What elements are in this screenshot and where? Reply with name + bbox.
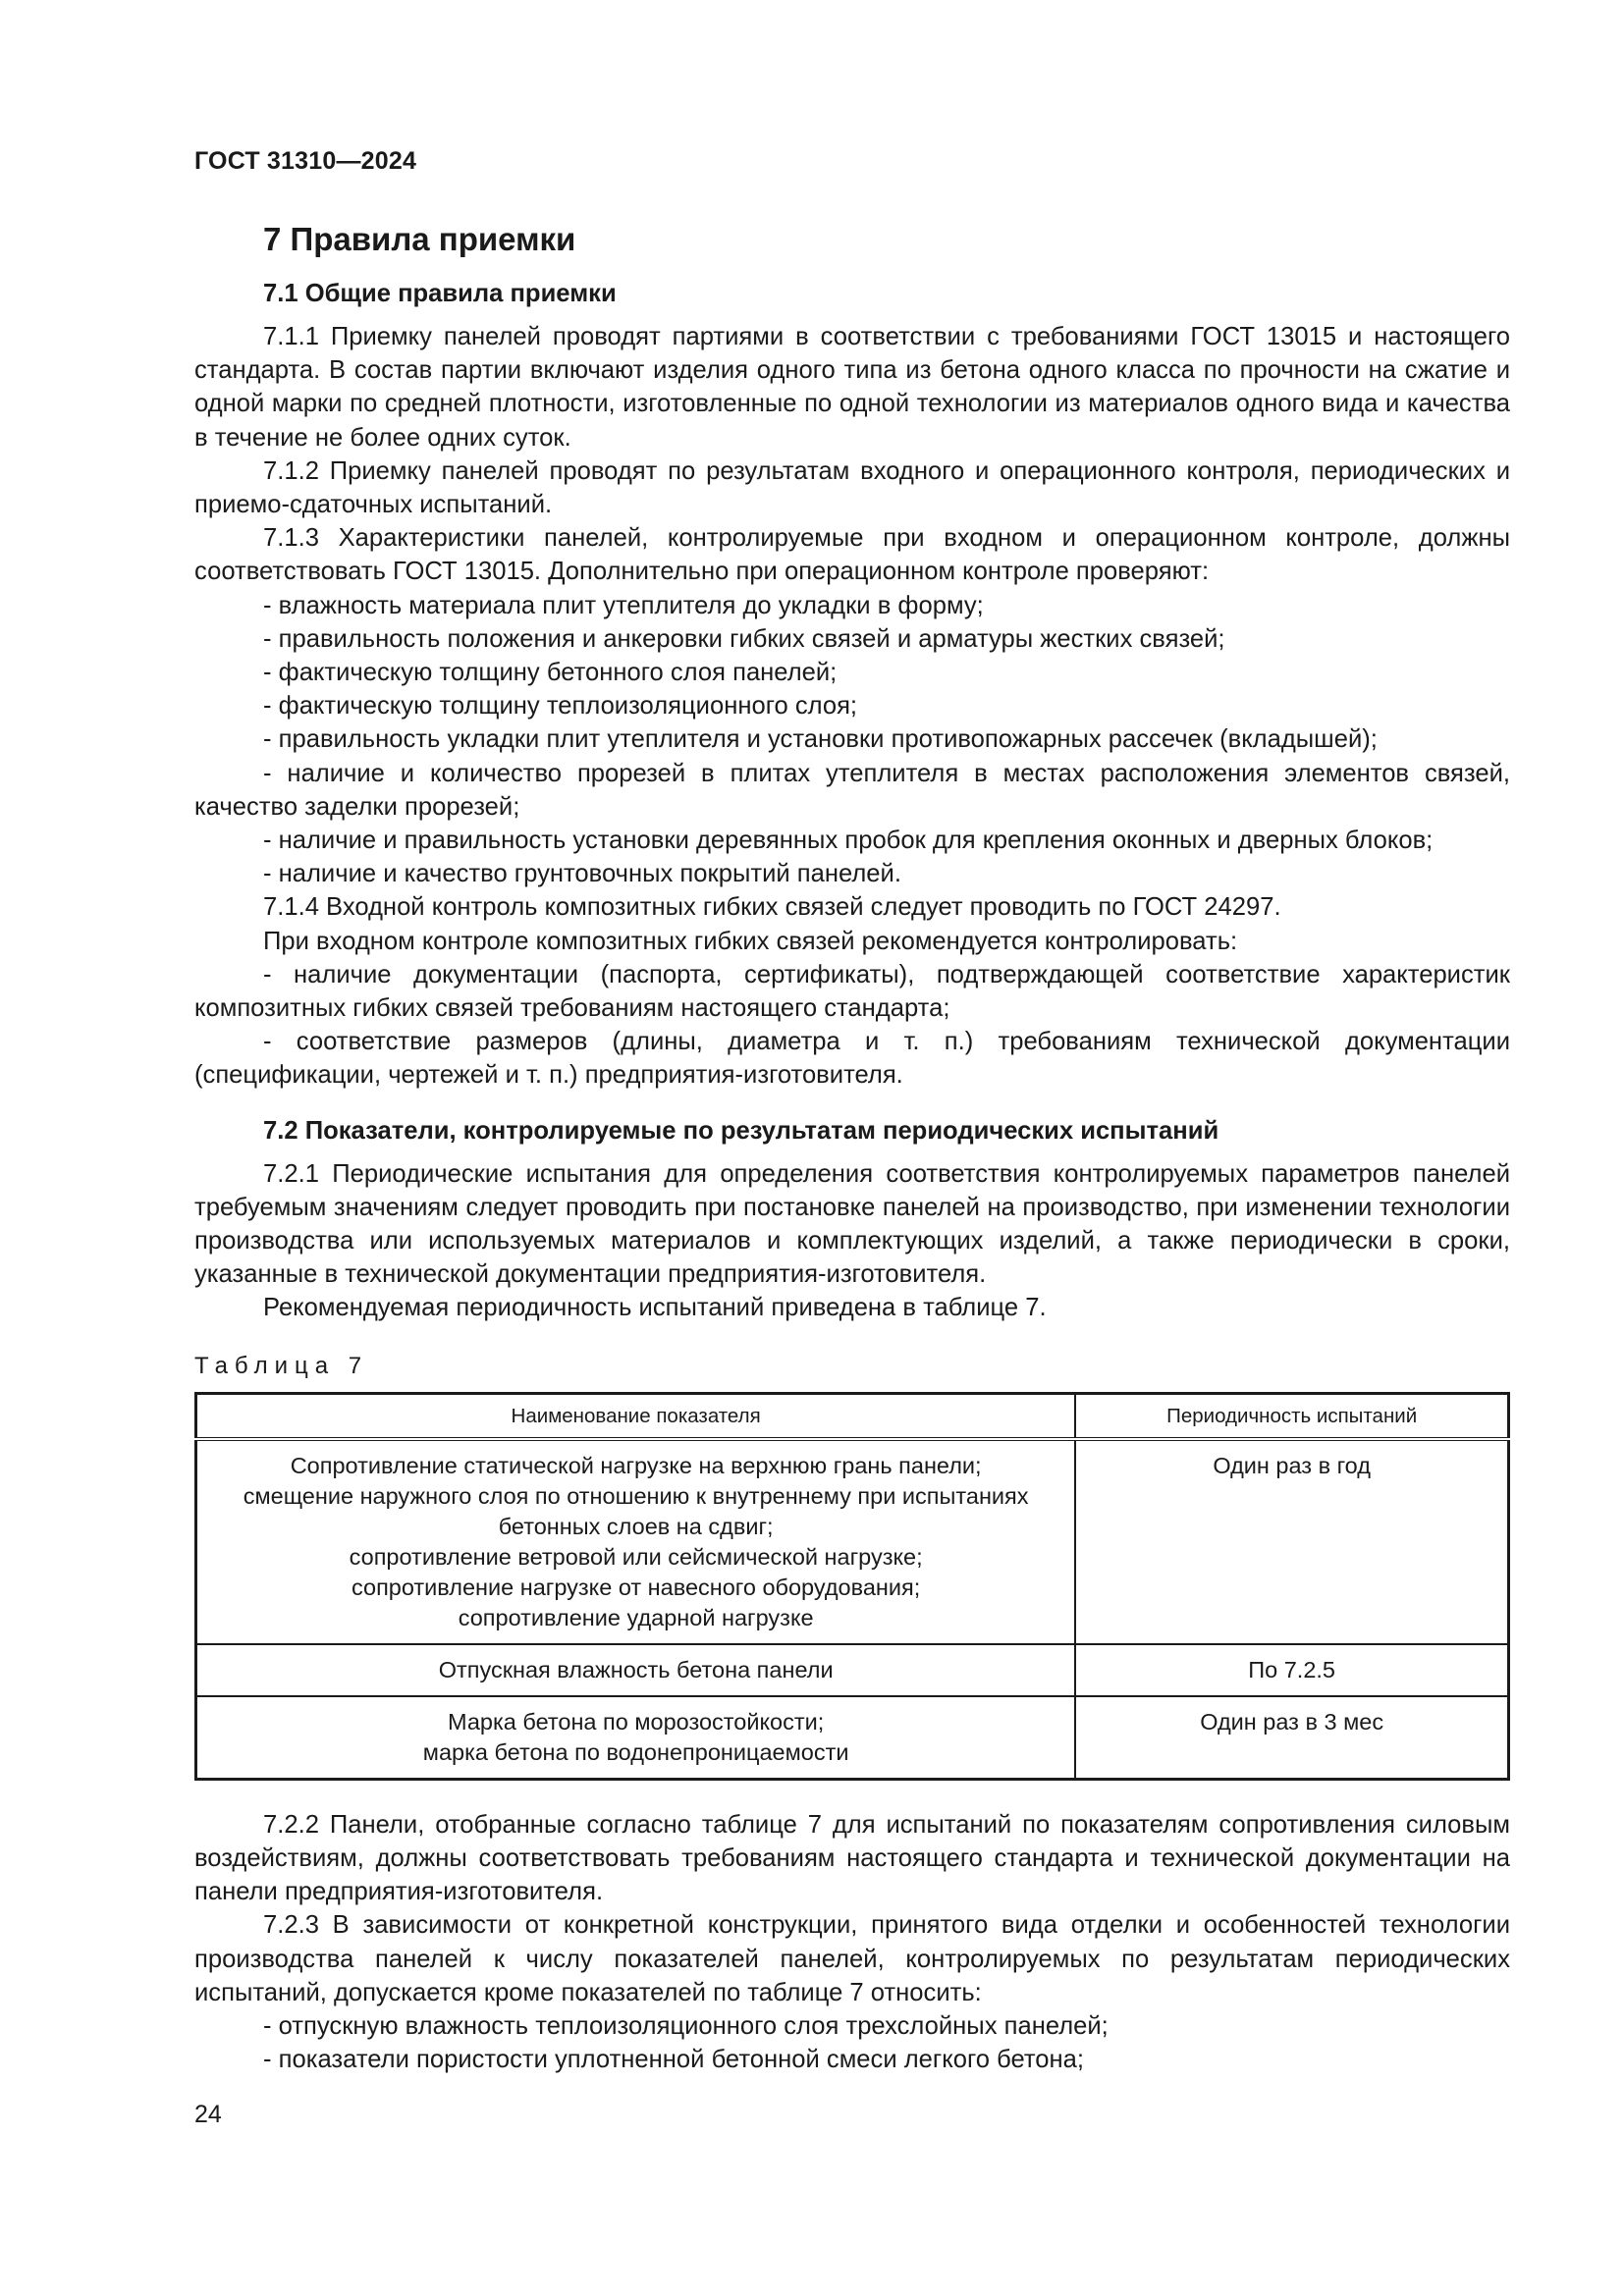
indicator-line: марка бетона по водонепроницаемости: [422, 1738, 849, 1765]
subsection-title-7-1: 7.1 Общие правила приемки: [263, 280, 617, 307]
paragraph: 7.1.3 Характеристики панелей, контролируемые при входном и операционном контроле, должны соответствовать ГОСТ 13015. Дополнительно при операционном контроле проверяют:: [194, 524, 1510, 586]
paragraph: 7.1.2 Приемку панелей проводят по результатам входного и операционного контроля, периодических и приемо-сдаточных испытаний.: [194, 456, 1510, 519]
table-row: [196, 1696, 1509, 1780]
table-header-row: [196, 1393, 1509, 1439]
indicator-line: Отпускная влажность бетона панели: [438, 1656, 834, 1682]
table-caption: Таблица 7: [194, 1352, 369, 1379]
table-row: [196, 1439, 1509, 1644]
period-cell: Один раз в год: [1075, 1439, 1508, 1644]
list-item: - фактическую толщину бетонного слоя панелей;: [263, 659, 838, 687]
paragraph: 7.2.1 Периодические испытания для определения соответствия контролируемых параметров панелей требуемым значениям следует проводить при постановке панелей на производство, при изменении технологии производства или используемых материалов и комплектующих изделий, а также периодически в сроки, указанные в технической документации предприятия-изготовителя.: [194, 1159, 1510, 1289]
indicator-line: смещение наружного слоя по отношению к внутреннему при испытаниях бетонных слоев на сдвиг;: [243, 1482, 1029, 1539]
table-row: [196, 1644, 1509, 1696]
indicator-cell: [196, 1439, 1076, 1644]
column-header-name: Наименование показателя: [196, 1393, 1076, 1439]
period-cell: Один раз в 3 мес: [1075, 1696, 1508, 1780]
period-cell: По 7.2.5: [1075, 1644, 1508, 1696]
subsection-title-7-2: 7.2 Показатели, контролируемые по результатам периодических испытаний: [263, 1116, 1219, 1145]
list-item: - отпускную влажность теплоизоляционного слоя трехслойных панелей;: [263, 2011, 1109, 2040]
post-table-body: [194, 1808, 1510, 2077]
list-item: - соответствие размеров (длины, диаметра и т. п.) требованиям технической документации (спецификации, чертежей и т. п.) предприятия-изготовителя.: [194, 1028, 1510, 1090]
page-number: 24: [194, 2101, 222, 2128]
subsection-7-1-body: [194, 320, 1510, 1093]
list-item: - наличие и правильность установки деревянных пробок для крепления оконных и дверных блоков;: [263, 827, 1434, 855]
column-header-period: Периодичность испытаний: [1075, 1393, 1508, 1439]
list-item: - правильность укладки плит утеплителя и установки противопожарных рассечек (вкладышей);: [263, 725, 1378, 754]
page-content: [194, 218, 1510, 2076]
paragraph: При входном контроле композитных гибких связей рекомендуется контролировать:: [263, 927, 1238, 955]
indicator-line: сопротивление ударной нагрузке: [458, 1604, 814, 1630]
paragraph: 7.1.1 Приемку панелей проводят партиями в соответствии с требованиями ГОСТ 13015 и настоящего стандарта. В состав партии включают изделия одного типа из бетона одного класса по прочности на сжатие и одной марки по средней плотности, изготовленные по одной технологии из материалов одного вида и качества в течение не более одних суток.: [194, 323, 1510, 452]
indicator-line: Марка бетона по морозостойкости;: [448, 1708, 825, 1735]
paragraph: 7.2.2 Панели, отобранные согласно таблице 7 для испытаний по показателям сопротивления силовым воздействиям, должны соответствовать требованиям настоящего стандарта и технической документации на панели предприятия-изготовителя.: [194, 1810, 1510, 1906]
indicator-line: сопротивление ветровой или сейсмической нагрузке;: [349, 1543, 923, 1570]
list-item: - показатели пористости уплотненной бетонной смеси легкого бетона;: [263, 2046, 1084, 2074]
paragraph: 7.2.3 В зависимости от конкретной конструкции, принятого вида отделки и особенностей технологии производства панелей к числу показателей панелей, контролируемых по результатам периодических испытаний, допускается кроме показателей по таблице 7 относить:: [194, 1911, 1510, 2006]
list-item: - правильность положения и анкеровки гибких связей и арматуры жестких связей;: [263, 624, 1225, 653]
list-item: - фактическую толщину теплоизоляционного слоя;: [263, 692, 858, 721]
paragraph: 7.1.4 Входной контроль композитных гибких связей следует проводить по ГОСТ 24297.: [263, 893, 1281, 922]
indicator-cell: [196, 1644, 1076, 1696]
paragraph: Рекомендуемая периодичность испытаний приведена в таблице 7.: [263, 1294, 1047, 1322]
indicator-cell: [196, 1696, 1076, 1780]
standard-code: ГОСТ 31310—2024: [194, 147, 417, 175]
indicator-line: Сопротивление статической нагрузке на верхнюю грань панели;: [290, 1452, 982, 1478]
list-item: - наличие документации (паспорта, сертификаты), подтверждающей соответствие характеристик композитных гибких связей требованиям настоящего стандарта;: [194, 960, 1510, 1023]
section-title: 7 Правила приемки: [263, 221, 576, 257]
list-item: - наличие и количество прорезей в плитах утеплителя в местах расположения элементов связей, качество заделки прорезей;: [194, 759, 1510, 821]
periodicity-table: [194, 1392, 1510, 1781]
subsection-7-2-body: [194, 1157, 1510, 1325]
list-item: - влажность материала плит утеплителя до укладки в форму;: [263, 591, 984, 619]
indicator-line: сопротивление нагрузке от навесного оборудования;: [351, 1574, 921, 1600]
list-item: - наличие и качество грунтовочных покрытий панелей.: [263, 860, 901, 888]
